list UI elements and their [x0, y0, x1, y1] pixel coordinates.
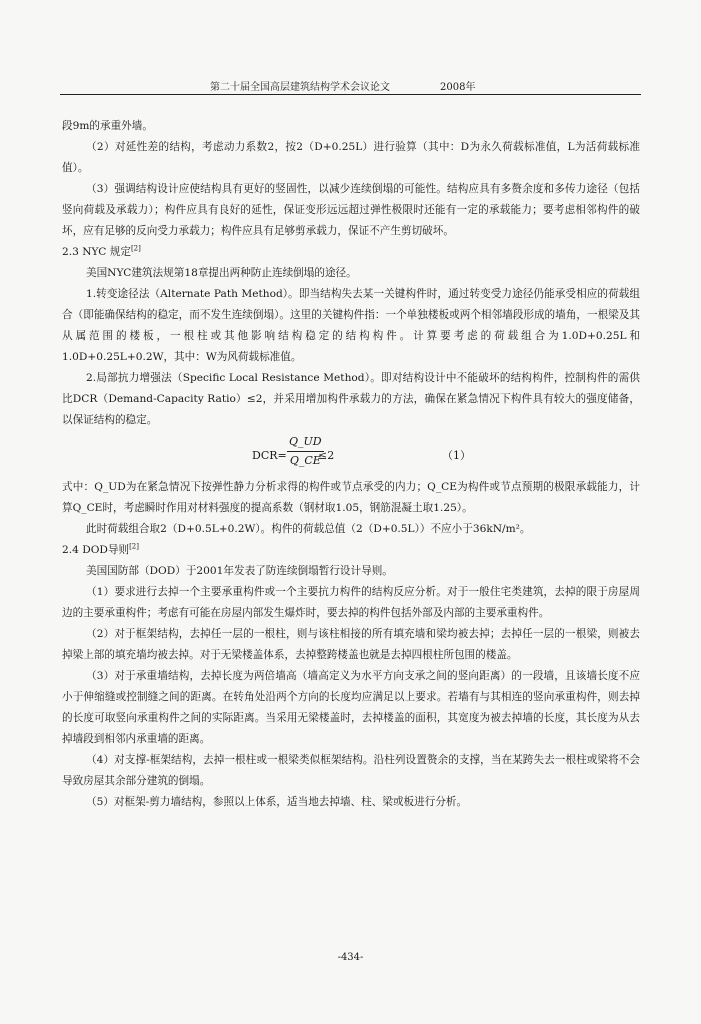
paragraph-formula-explanation: 式中：Q_UD为在紧急情况下按弹性静力分析求得的构件或节点承受的内力；Q_CE为构件或节点预期的极限承载能力，计算Q_CE时，考虑瞬时作用对材料强度的提高系数（钢材取1.05，钢筋混凝土取1.25）。: [62, 481, 640, 514]
paragraph: 美国NYC建筑法规第18章提出两种防止连续倒塌的途径。: [86, 267, 357, 279]
paragraph: （3）强调结构设计应使结构具有更好的竖固性，以减少连续倒塌的可能性。结构应具有多赘余度和多传力途径（包括竖向荷载及承载力）；构件应具有良好的延性，保证变形远远超过弹性极限时还能有一定的承载能力；要考虑相邻构件的破坏，应有足够的反向受力承载力；构件应具有足够剪承载力，保证不产生剪切破坏。: [62, 183, 640, 237]
equation-number: （1）: [442, 449, 471, 462]
conference-title: 第二十届全国高层建筑结构学术会议论文: [210, 82, 390, 93]
citation-ref: [2]: [130, 244, 141, 253]
paragraph: 此时荷载组合取2（D+0.5L+0.2W）。构件的荷载总值（2（D+0.5L））不应小于36kN/m²。: [86, 523, 531, 535]
header-year: 2008年: [440, 82, 476, 93]
formula-numerator: Q_UD: [287, 433, 324, 452]
paper-body: [62, 116, 640, 813]
section-heading-2-4: 2.4 DOD导则[2]: [62, 542, 139, 556]
paragraph: 1.转变途径法（Alternate Path Method）。即当结构失去某一关键构件时，通过转变受力途径仍能承受相应的荷载组合（即能确保结构的稳定，而不发生连续倒塌）。这里的关键构件指：一个单独楼板或两个相邻墙段形成的墙角，一根梁及其从属范围的楼板，一根柱或其他影响结构稳定的结构构件。计算要考虑的荷载组合为1.0D+0.25L和1.0D+0.25L+0.2W，其中：W为风荷载标准值。: [62, 288, 640, 363]
paragraph: 2.局部抗力增强法（Specific Local Resistance Method）。即对结构设计中不能破坏的结构构件，控制构件的需供比DCR（Demand-Capacity Ratio）≤2，并采用增加构件承载力的方法，确保在紧急情况下构件具有较大的强度储备，以保证结构的稳定。: [62, 372, 640, 426]
paragraph: （3）对于承重墙结构，去掉长度为两倍墙高（墙高定义为水平方向支承之间的竖向距离）的一段墙，且该墙长度不应小于伸缩缝或控制缝之间的距离。在转角处沿两个方向的长度均应满足以上要求。若墙有与其相连的竖向承重构件，则去掉的长度可取竖向承重构件之间的实际距离。当采用无梁楼盖时，去掉楼盖的面积，其宽度为被去掉墙的长度，其长度为从去掉墙段到相邻内承重墙的距离。: [62, 670, 640, 745]
formula-rhs: ≤2: [318, 449, 335, 462]
section-heading-2-3: 2.3 NYC 规定[2]: [62, 244, 141, 258]
paragraph: 美国国防部（DOD）于2001年发表了防连续倒塌暂行设计导则。: [86, 565, 393, 577]
citation-ref: [2]: [129, 542, 139, 551]
formula-denominator: Q_CE: [289, 454, 321, 467]
paragraph: （4）对支撑-框架结构，去掉一根柱或一根梁类似框架结构。沿柱列设置赘余的支撑，当在某跨失去一根柱或梁将不会导致房屋其余部分建筑的倒塌。: [62, 754, 640, 787]
paragraph: （2）对于框架结构，去掉任一层的一根柱，则与该柱相接的所有填充墙和梁均被去掉；去掉任一层的一根梁，则被去掉梁上部的填充墙均被去掉。对于无梁楼盖体系，去掉整跨楼盖也就是去掉四根柱所包围的楼盖。: [62, 628, 640, 661]
equation-1: [62, 433, 640, 473]
paragraph: （2）对延性差的结构，考虑动力系数2，按2（D+0.25L）进行验算（其中：D为永久荷载标准值，L为活荷载标准值）。: [62, 141, 640, 174]
running-header: [60, 78, 641, 95]
formula-lhs: DCR=: [252, 449, 287, 462]
paragraph: （1）要求进行去掉一个主要承重构件或一个主要抗力构件的结构反应分析。对于一般住宅类建筑，去掉的限于房屋周边的主要承重构件；考虑有可能在房屋内部发生爆炸时，要去掉的构件包括外部及内部的主要承重构件。: [62, 586, 640, 619]
page-number: -434-: [337, 952, 364, 963]
paragraph-continuation: 段9m的承重外墙。: [62, 120, 153, 132]
paragraph: （5）对框架-剪力墙结构，参照以上体系，适当地去掉墙、柱、梁或板进行分析。: [86, 796, 468, 808]
